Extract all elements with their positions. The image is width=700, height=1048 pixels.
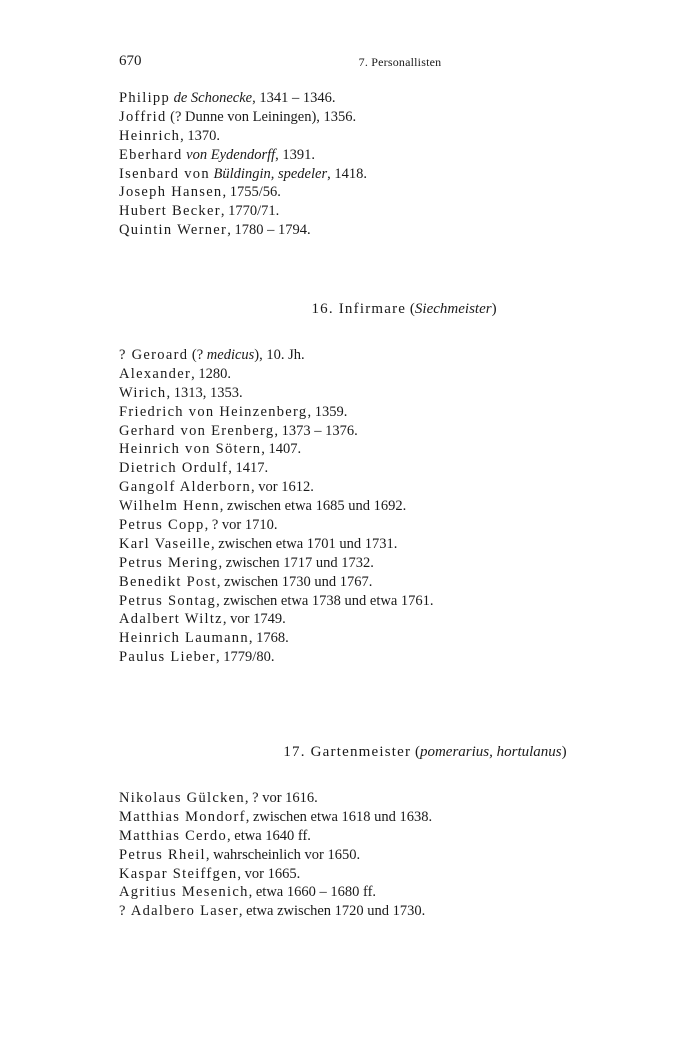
- section-subtitle: pomerarius, hortulanus: [419, 744, 562, 760]
- list-item: [119, 384, 434, 403]
- entry-dates: , zwischen etwa 1685 und 1692.: [219, 498, 407, 515]
- entry-name: Wilhelm Henn: [119, 498, 220, 515]
- entry-name: Gangolf Alderborn: [119, 479, 252, 496]
- section-title: 16. Infirmare: [311, 301, 407, 317]
- entry-name: Petrus Rheil: [119, 846, 206, 863]
- entry-list-gartenmeister: [119, 789, 432, 921]
- list-item: [119, 497, 434, 516]
- entry-name: Joseph Hansen: [119, 184, 223, 201]
- entry-dates: , 1768.: [248, 630, 289, 647]
- list-item: [119, 554, 434, 573]
- entry-name: Agritius Mesenich: [119, 884, 249, 901]
- section-title: 17. Gartenmeister: [283, 744, 412, 760]
- entry-name: ? Geroard: [119, 347, 189, 363]
- list-item: [119, 89, 367, 108]
- entry-name: Paulus Lieber: [119, 649, 217, 666]
- list-item: [119, 221, 367, 240]
- list-item: [119, 827, 432, 846]
- entry-dates: , 1280.: [191, 365, 231, 382]
- list-item: [119, 108, 367, 127]
- entry-dates: , etwa 1640 ff.: [227, 827, 311, 844]
- list-item: [119, 440, 434, 459]
- entry-dates: , zwischen etwa 1618 und 1638.: [245, 808, 433, 825]
- list-item: [119, 629, 434, 648]
- entry-name: Dietrich Ordulf: [119, 460, 229, 477]
- entry-dates: , 1407.: [261, 441, 302, 458]
- entry-dates: , 1770/71.: [220, 203, 280, 220]
- list-item: [119, 883, 432, 902]
- entry-dates: , zwischen etwa 1738 und etwa 1761.: [216, 592, 434, 609]
- entry-dates: , zwischen etwa 1701 und 1731.: [210, 535, 398, 552]
- entry-name: ? Adalbero Laser: [119, 903, 239, 920]
- entry-name: Benedikt Post: [119, 573, 217, 590]
- list-item: [119, 865, 432, 884]
- running-head: 7. Personallisten: [358, 55, 442, 69]
- list-item: [119, 592, 434, 611]
- entry-dates: , wahrscheinlich vor 1650.: [205, 846, 361, 863]
- entry-name: Karl Vaseille: [119, 535, 211, 552]
- section-heading-gartenmeister: 17. Gartenmeister (pomerarius, hortulanus): [283, 744, 567, 760]
- entry-dates: , etwa zwischen 1720 und 1730.: [238, 903, 426, 920]
- list-item: [119, 573, 434, 592]
- list-item: [119, 365, 434, 384]
- entry-dates: , ? vor 1616.: [244, 790, 318, 806]
- list-item: [119, 346, 434, 365]
- list-item: [119, 146, 367, 165]
- entry-name: Isenbard von: [119, 165, 210, 182]
- entry-dates: , vor 1612.: [251, 479, 314, 496]
- entry-name: Kaspar Steiffgen: [119, 865, 238, 882]
- list-item: [119, 403, 434, 422]
- list-item: [119, 808, 432, 827]
- entry-dates: , 1780 – 1794.: [227, 222, 311, 239]
- entry-dates: , 1313, 1353.: [166, 384, 243, 401]
- entry-dates: , zwischen 1730 und 1767.: [216, 573, 373, 590]
- entry-name: Hubert Becker: [119, 203, 221, 220]
- list-item: [119, 516, 434, 535]
- page-number: 670: [119, 53, 142, 69]
- entry-detail: Büldingin, spedeler: [213, 165, 328, 182]
- entry-name: Wirich: [119, 384, 167, 401]
- entry-dates: (? Dunne von Leiningen), 1356.: [166, 108, 357, 125]
- list-item: [119, 422, 434, 441]
- entry-name: Petrus Copp: [119, 517, 205, 534]
- list-item: [119, 478, 434, 497]
- entry-name: Adalbert Wiltz: [119, 611, 223, 628]
- entry-dates: , 1418.: [327, 165, 367, 182]
- entry-detail: von Eydendorff: [186, 146, 276, 163]
- entry-list-infirmare: [119, 346, 434, 667]
- entry-dates: , zwischen 1717 und 1732.: [218, 554, 374, 571]
- entry-detail: medicus: [206, 347, 255, 363]
- entry-name: Quintin Werner: [119, 222, 228, 239]
- entry-dates: (?: [188, 347, 207, 363]
- list-item: [119, 183, 367, 202]
- section-subtitle: Siechmeister: [414, 301, 492, 317]
- entry-name: Heinrich Laumann: [119, 630, 249, 647]
- entry-dates: , 1373 – 1376.: [274, 422, 358, 439]
- entry-dates: , vor 1749.: [222, 611, 286, 628]
- entry-name: Nikolaus Gülcken: [119, 790, 245, 806]
- list-item: [119, 902, 432, 921]
- entry-dates: , 1341 – 1346.: [252, 90, 336, 106]
- list-item: [119, 165, 367, 184]
- entry-dates: , 1359.: [307, 403, 348, 420]
- entry-list-preceding: [119, 89, 367, 240]
- list-item: [119, 789, 432, 808]
- list-item: [119, 459, 434, 478]
- entry-name: Matthias Mondorf: [119, 808, 246, 825]
- entry-dates: , 1370.: [180, 127, 221, 144]
- list-item: [119, 127, 367, 146]
- entry-name: Gerhard von Erenberg: [119, 422, 275, 439]
- list-item: [119, 535, 434, 554]
- entry-name: Philipp: [119, 90, 170, 106]
- list-item: [119, 610, 434, 629]
- entry-name: Eberhard: [119, 146, 183, 163]
- list-item: [119, 648, 434, 667]
- list-item: [119, 846, 432, 865]
- entry-dates: , etwa 1660 – 1680 ff.: [248, 884, 377, 901]
- entry-name: Matthias Cerdo: [119, 827, 228, 844]
- entry-dates: , 1755/56.: [222, 184, 281, 201]
- list-item: [119, 202, 367, 221]
- entry-dates: , ? vor 1710.: [204, 517, 278, 534]
- entry-name: Heinrich von Sötern: [119, 441, 262, 458]
- entry-name: Heinrich: [119, 127, 181, 144]
- entry-dates: , 1417.: [228, 460, 269, 477]
- section-heading-infirmare: 16. Infirmare (Siechmeister): [311, 301, 497, 317]
- entry-name: Friedrich von Heinzenberg: [119, 403, 308, 420]
- entry-name: Joffrid: [119, 108, 167, 125]
- entry-dates: , vor 1665.: [237, 865, 301, 882]
- entry-dates: , 1391.: [275, 146, 316, 163]
- entry-detail: de Schonecke: [173, 90, 253, 106]
- entry-dates: , 1779/80.: [216, 649, 275, 666]
- entry-name: Petrus Mering: [119, 554, 219, 571]
- entry-dates: ), 10. Jh.: [254, 347, 305, 363]
- entry-name: Petrus Sontag: [119, 592, 217, 609]
- entry-name: Alexander: [119, 365, 192, 382]
